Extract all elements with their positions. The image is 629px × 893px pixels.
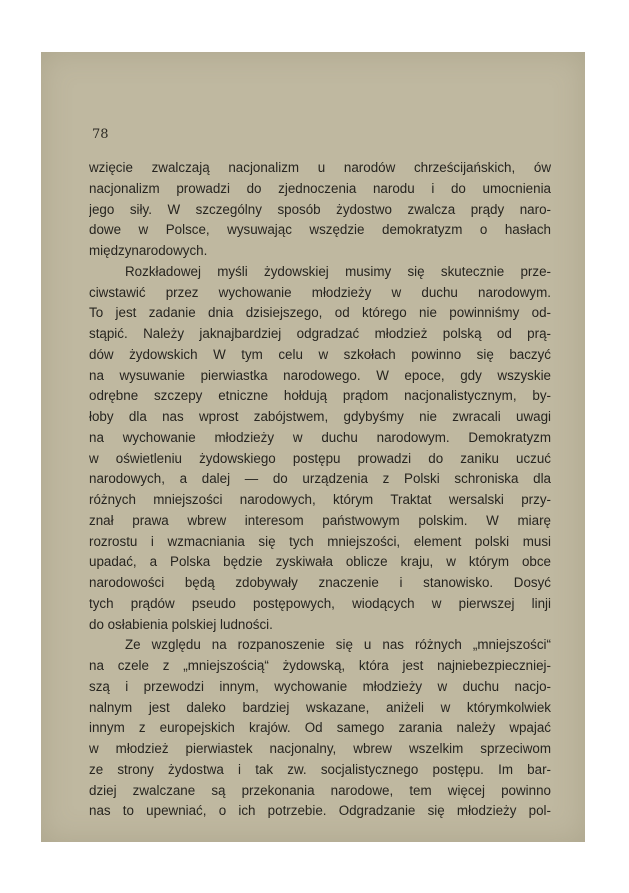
- text-line: na czele z „mniejszością“ żydowską, która jest najniebezpieczniej-: [89, 658, 551, 673]
- page-body-text: [89, 158, 551, 822]
- text-line: narodowości będą zdobywały znaczenie i stanowisko. Dosyć: [89, 575, 551, 590]
- text-line: ze strony żydostwa i tak zw. socjalistycznego postępu. Im bar-: [89, 761, 551, 777]
- text-line: Ze względu na rozpanoszenie się u nas różnych „mniejszości“: [125, 637, 551, 653]
- text-line: upadać, a Polska będzie zyskiwała oblicze kraju, w którym obce: [89, 554, 551, 570]
- text-line: nas to upewniać, o ich potrzebie. Odgradzanie się młodzieży pol-: [89, 803, 551, 819]
- text-line: różnych mniejszości narodowych, którym Traktat wersalski przy-: [89, 492, 551, 507]
- text-line: narodowych, a dalej — do urządzenia z Polski schroniska dla: [89, 471, 551, 487]
- text-line: ciwstawić przez wychowanie młodzieży w duchu narodowym.: [89, 284, 551, 300]
- text-line: w oświetleniu żydowskiego postępu prowadzi do zaniku uczuć: [89, 450, 551, 466]
- text-line: łoby dla nas wprost zabójstwem, gdybyśmy nie zwracali uwagi: [89, 409, 551, 424]
- text-line: na wychowanie młodzieży w duchu narodowym. Demokratyzm: [89, 429, 551, 445]
- text-line: dowe w Polsce, wysuwając wszędzie demokratyzm o hasłach: [89, 222, 551, 238]
- text-line: wzięcie zwalczają nacjonalizm u narodów chrześcijańskich, ów: [89, 160, 551, 175]
- text-line: dziej zwalczane są przekonania narodowe, tem więcej powinno: [89, 782, 551, 798]
- text-line: odrębne szczepy etniczne hołdują prądom nacjonalistycznym, by-: [89, 388, 551, 404]
- text-line: nacjonalizm prowadzi do zjednoczenia narodu i do umocnienia: [89, 180, 551, 196]
- text-line: znał prawa wbrew interesom państwowym polskim. W miarę: [89, 512, 551, 528]
- text-line: na wysuwanie pierwiastka narodowego. W epoce, gdy wszyskie: [89, 367, 551, 383]
- text-line: do osłabienia polskiej ludności.: [89, 616, 273, 632]
- text-line: rozrostu i wzmacniania się tych mniejszości, element polski musi: [89, 533, 551, 549]
- text-line: To jest zadanie dnia dzisiejszego, od którego nie powinniśmy od-: [89, 305, 551, 321]
- text-line: tych prądów pseudo postępowych, wiodących w pierwszej linji: [89, 595, 551, 611]
- text-line: szą i przewodzi innym, wychowanie młodzieży w duchu nacjo-: [89, 678, 551, 694]
- text-line: dów żydowskich W tym celu w szkołach powinno się baczyć: [89, 346, 551, 362]
- text-line: Rozkładowej myśli żydowskiej musimy się skutecznie prze-: [125, 263, 551, 279]
- text-line: stąpić. Należy jaknajbardziej odgradzać młodzież polską od prą-: [89, 326, 551, 341]
- page-number: 78: [92, 127, 109, 142]
- text-line: w młodzież pierwiastek nacjonalny, wbrew wszelkim sprzeciwom: [89, 741, 551, 756]
- book-page: [41, 52, 585, 842]
- text-line: jego siły. W szczególny sposób żydostwo zwalcza prądy naro-: [89, 201, 551, 217]
- text-line: innym z europejskich krajów. Od samego zarania należy wpajać: [89, 720, 551, 736]
- text-line: nalnym jest daleko bardziej wskazane, aniżeli w którymkolwiek: [89, 699, 551, 715]
- text-line: międzynarodowych.: [89, 243, 208, 258]
